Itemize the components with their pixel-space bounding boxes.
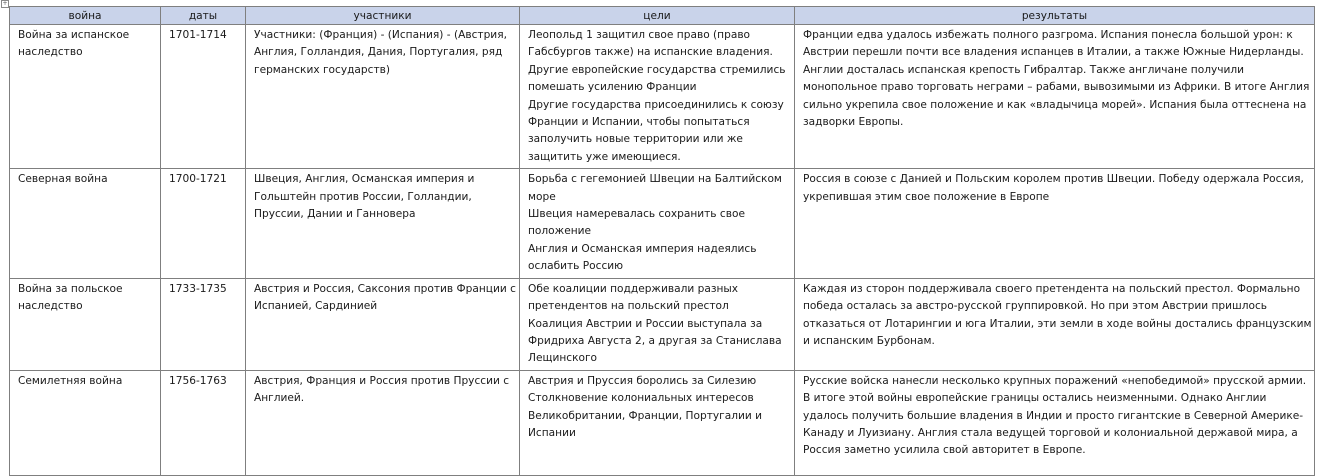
cell-dates[interactable] <box>161 25 246 169</box>
dates-text-line: 1701-1714 <box>169 29 227 41</box>
results-text-line: сильно укрепила свое положение и как «владычица морей». Испания была оттеснена на <box>803 98 1307 111</box>
goals-text-line: Швеция намеревалась сохранить свое <box>528 208 745 221</box>
goals-text-line: Франции и Испании, чтобы попытаться <box>528 116 750 129</box>
participants-text-line: Испанией, Сардинией <box>254 300 378 313</box>
results-text-line: Каждая из сторон поддерживала своего претендента на польский престол. Формально <box>803 282 1301 295</box>
cell-war[interactable] <box>10 278 161 370</box>
results-text-line: Русские войска нанесли несколько крупных поражений «непобедимой» прусской армии. <box>803 374 1307 387</box>
results-text-line: В итоге этой войны европейские границы остались неизменными. Однако Англии <box>803 392 1267 405</box>
goals-text-line: Лещинского <box>528 352 598 365</box>
results-text-line: Канаду и Луизиану. Англия стала ведущей торговой и колониальной державой мира, а <box>803 426 1298 439</box>
participants-text-line: германских государств) <box>254 63 391 76</box>
goals-text-line: Коалиция Австрии и России выступала за <box>528 317 763 330</box>
cell-participants[interactable] <box>246 370 520 475</box>
cell-war[interactable] <box>10 169 161 278</box>
goals-text-line: Англия и Османская империя надеялись <box>528 242 757 255</box>
dates-text-line: 1756-1763 <box>169 374 227 387</box>
participants-text-line: Гольштейн против России, Голландии, <box>254 190 472 203</box>
header-row <box>10 7 1315 25</box>
results-text-line: Франции едва удалось избежать полного разгрома. Испания понесла большой урон: к <box>803 29 1293 41</box>
cell-war[interactable] <box>10 370 161 475</box>
war-text-line: Война за испанское <box>18 29 130 41</box>
participants-text-line: Швеция, Англия, Османская империя и <box>254 173 475 186</box>
header-war: война <box>10 7 161 25</box>
results-text-line: монопольное право торговать неграми – рабами, вывозимыми из Африки. В итоге Англия <box>803 81 1310 94</box>
goals-text-line: море <box>528 190 556 203</box>
war-text-line: наследство <box>18 46 83 59</box>
goals-text-line: Испании <box>528 426 576 439</box>
participants-text-line: Англией. <box>254 392 305 405</box>
goals-text-line: претендентов на польский престол <box>528 300 729 313</box>
results-text-line: Австрии перешли почти все владения испанцев в Италии, а также Южные Нидерланды. <box>803 46 1304 59</box>
cell-goals[interactable] <box>520 278 795 370</box>
cell-dates[interactable] <box>161 370 246 475</box>
results-text-line: Россия заметно усилила свой авторитет в Европе. <box>803 444 1086 457</box>
results-text-line: удалось получить большие владения в Индии и просто гигантские в Северной Америке- <box>803 409 1304 422</box>
header-results: результаты <box>795 7 1315 25</box>
results-text-line: победа осталась за австро-русской группировкой. Но при этом Австрии пришлось <box>803 300 1268 313</box>
dates-text-line: 1733-1735 <box>169 282 227 295</box>
results-text-line: отказаться от Лотарингии и юга Италии, эти земли в ходе войны достались французским <box>803 317 1312 330</box>
war-text-line: Семилетняя война <box>18 374 123 387</box>
table-row <box>10 25 1315 169</box>
wars-table <box>9 6 1315 476</box>
results-text-line: Россия в союзе с Данией и Польским королем против Швеции. Победу одержала Россия, <box>803 173 1304 186</box>
table-row <box>10 370 1315 475</box>
cell-results[interactable] <box>795 278 1315 370</box>
cell-results[interactable] <box>795 169 1315 278</box>
goals-text-line: положение <box>528 225 592 238</box>
goals-text-line: защитить уже имеющиеся. <box>528 150 681 163</box>
results-text-line: и испанским Бурбонам. <box>803 334 935 347</box>
goals-text-line: Великобритании, Франции, Португалии и <box>528 409 762 422</box>
cell-participants[interactable] <box>246 25 520 169</box>
table-row <box>10 169 1315 278</box>
dates-text-line: 1700-1721 <box>169 173 227 186</box>
cell-dates[interactable] <box>161 169 246 278</box>
war-text-line: Война за польское <box>18 282 123 295</box>
header-participants: участники <box>246 7 520 25</box>
goals-text-line: Обе коалиции поддерживали разных <box>528 282 739 295</box>
participants-text-line: Англия, Голландия, Дания, Португалия, ряд <box>254 46 503 59</box>
table-move-handle[interactable]: + <box>2 0 8 7</box>
participants-text-line: Пруссии, Дании и Ганновера <box>254 208 416 221</box>
goals-text-line: Леопольд 1 защитил свое право (право <box>528 29 751 41</box>
results-text-line: укрепившая этим свое положение в Европе <box>803 190 1050 203</box>
cell-dates[interactable] <box>161 278 246 370</box>
cell-results[interactable] <box>795 370 1315 475</box>
header-goals: цели <box>520 7 795 25</box>
goals-text-line: Австрия и Пруссия боролись за Силезию <box>528 374 757 387</box>
cell-goals[interactable] <box>520 370 795 475</box>
participants-text-line: Австрия и Россия, Саксония против Франции с <box>254 282 516 295</box>
goals-text-line: Габсбургов также) на испанские владения. <box>528 46 773 59</box>
cell-goals[interactable] <box>520 169 795 278</box>
goals-text-line: заполучить новые территории или же <box>528 133 743 146</box>
goals-text-line: ослабить Россию <box>528 260 624 273</box>
goals-text-line: Другие государства присоединились к союзу <box>528 98 784 111</box>
goals-text-line: Борьба с гегемонией Швеции на Балтийском <box>528 173 782 186</box>
results-text-line: Англии досталась испанская крепость Гибралтар. Также англичане получили <box>803 63 1245 76</box>
participants-text-line: Участники: (Франция) - (Испания) - (Австрия, <box>254 29 507 41</box>
goals-text-line: Столкновение колониальных интересов <box>528 392 754 405</box>
results-text-line: задворки Европы. <box>803 116 904 129</box>
header-dates: даты <box>161 7 246 25</box>
cell-war[interactable] <box>10 25 161 169</box>
cell-results[interactable] <box>795 25 1315 169</box>
cell-participants[interactable] <box>246 278 520 370</box>
war-text-line: Северная война <box>18 173 108 186</box>
participants-text-line: Австрия, Франция и Россия против Пруссии с <box>254 374 510 387</box>
goals-text-line: Фридриха Августа 2, а другая за Станислава <box>528 334 782 347</box>
cell-goals[interactable] <box>520 25 795 169</box>
cell-participants[interactable] <box>246 169 520 278</box>
goals-text-line: помешать усилению Франции <box>528 81 697 94</box>
goals-text-line: Другие европейские государства стремились <box>528 63 786 76</box>
war-text-line: наследство <box>18 300 83 313</box>
table-row <box>10 278 1315 370</box>
